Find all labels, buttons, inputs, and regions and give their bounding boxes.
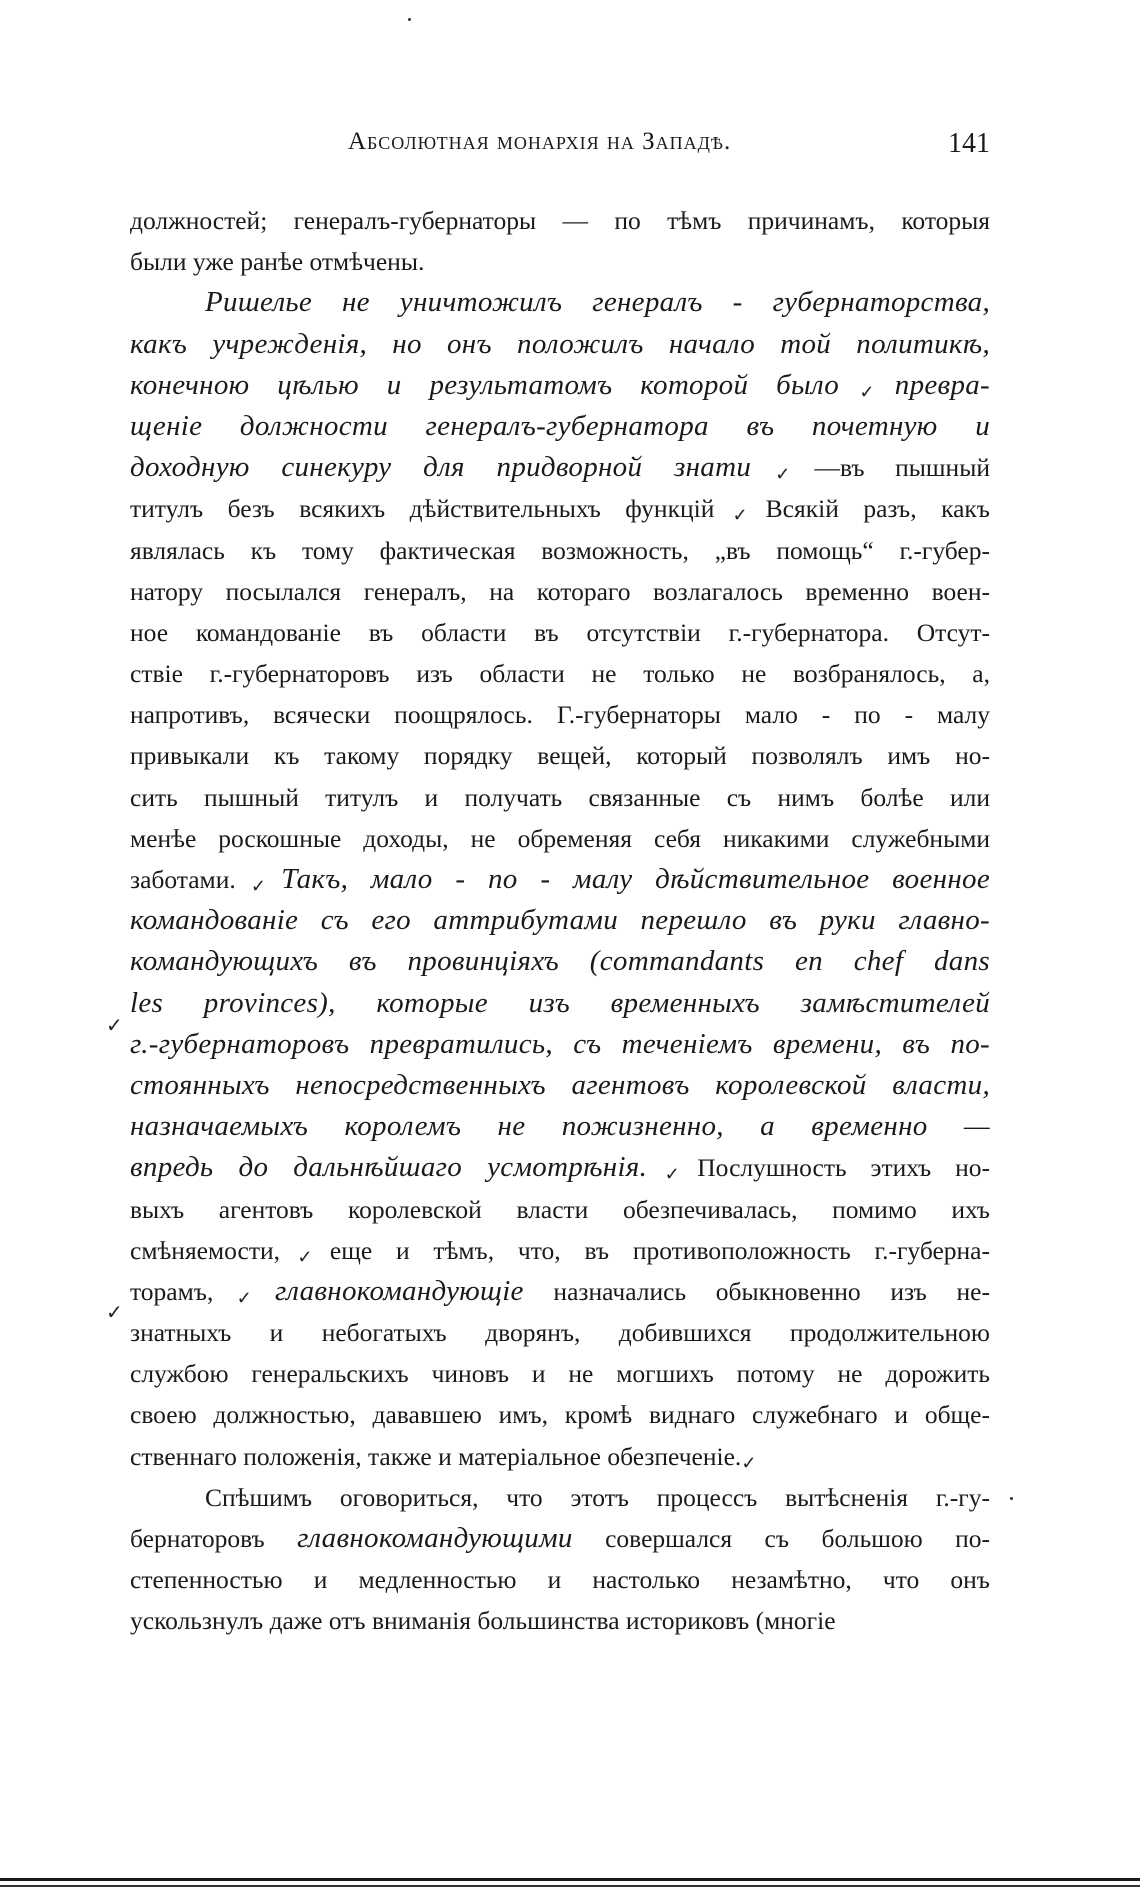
text-line: [130, 1065, 990, 1106]
paper-speck: [1010, 1497, 1013, 1500]
italic-text: Ришелье не уничтожилъ генералъ - губернаторства,: [205, 286, 990, 319]
italic-text: щеніе должности генералъ-губернатора въ почетную и: [130, 409, 990, 442]
bottom-edge-rule: [0, 1885, 1140, 1887]
roman-text: Спѣшимъ оговориться, что этотъ процессъ вытѣсненія г.-гу-: [205, 1482, 990, 1512]
text-line: [130, 1353, 990, 1394]
italic-text: назначаемыхъ королемъ не пожизненно, а временно —: [130, 1110, 990, 1143]
check-mark: ✓: [751, 464, 815, 485]
roman-text: титулъ безъ всякихъ дѣйствительныхъ функцій: [130, 494, 715, 524]
text-line: [130, 365, 990, 406]
text-line: [130, 282, 990, 323]
italic-text: впредь до дальнѣйшаго усмотрѣнія.: [130, 1151, 648, 1184]
roman-text: ускользнулъ даже отъ вниманія большинства историковъ (многіе: [130, 1606, 836, 1636]
roman-text: смѣняемости,: [130, 1235, 280, 1265]
italic-text: командованіе съ его аттрибутами перешло въ руки главно-: [130, 904, 990, 937]
italic-text: стоянныхъ непосредственныхъ агентовъ королевской власти,: [130, 1068, 990, 1101]
text-line: [130, 983, 990, 1024]
text-line: [130, 1477, 990, 1518]
text-line: [130, 941, 990, 982]
text-line: [130, 488, 990, 529]
check-mark: ✓: [213, 1287, 276, 1308]
check-mark: ✓: [741, 1452, 757, 1473]
roman-text: являлась къ тому фактическая возможность, „въ помощь“ г.-губер-: [130, 535, 990, 565]
check-mark: ✓: [714, 505, 766, 526]
text-line: [130, 447, 990, 488]
roman-text: ное командованіе въ области въ отсутствіи г.-губернатора. Отсут-: [130, 617, 990, 647]
roman-text: ствіе г.-губернаторовъ изъ области не только не возбранялось, а,: [130, 659, 990, 689]
roman-text: сить пышный титулъ и получать связанные съ нимъ болѣе или: [130, 782, 990, 812]
check-mark: ✓: [647, 1164, 698, 1185]
roman-text: Всякій разъ, какъ: [765, 494, 990, 524]
roman-text: выхъ агентовъ королевской власти обезпечивалась, помимо ихъ: [130, 1194, 990, 1224]
italic-text: какъ учрежденія, но онъ положилъ начало той политикѣ,: [130, 327, 990, 360]
italic-text: командующихъ въ провинціяхъ (commandants en chef dans: [130, 945, 990, 978]
text-line: [130, 1147, 990, 1188]
text-line: [130, 1024, 990, 1065]
paragraph-2: [130, 282, 990, 1476]
roman-text: привыкали къ такому порядку вещей, который позволялъ имъ но-: [130, 741, 990, 771]
text-line: [130, 1518, 990, 1559]
paragraph-1: [130, 200, 990, 282]
italic-text: главнокомандующіе: [275, 1274, 524, 1307]
bottom-edge-rule: [0, 1878, 1140, 1881]
italic-text: Такъ, мало - по - малу дѣйствительное военное: [281, 863, 990, 895]
text-line: [130, 1312, 990, 1353]
text-line: [130, 653, 990, 694]
margin-check-mark: ✓: [106, 1015, 123, 1037]
running-header: [130, 128, 990, 168]
italic-text: главнокомандующими: [297, 1522, 573, 1554]
paragraph-3: [130, 1477, 990, 1642]
roman-text: менѣе роскошные доходы, не обременяя себя никакими служебными: [130, 823, 990, 853]
italic-text: les provinces), которые изъ временныхъ замѣстителей: [130, 986, 990, 1019]
text-line: [130, 1394, 990, 1435]
page-number: 141: [948, 128, 990, 159]
text-line: [130, 1189, 990, 1230]
roman-text: бернаторовъ: [130, 1524, 298, 1553]
text-line: [130, 818, 990, 859]
roman-text: своею должностью, дававшею имъ, кромѣ виднаго служебнаго и обще-: [130, 1400, 990, 1430]
roman-text: напротивъ, всячески поощрялось. Г.-губернаторы мало - по - малу: [130, 700, 990, 730]
text-line: были уже ранѣе отмѣчены.: [130, 247, 425, 277]
text-line: [130, 530, 990, 571]
roman-text: совершался съ большою по-: [572, 1524, 990, 1553]
roman-text: еще и тѣмъ, что, въ противоположность г.-губерна-: [329, 1235, 990, 1265]
italic-text: доходную синекуру для придворной знати: [130, 451, 752, 484]
body-text: [130, 200, 990, 1642]
roman-text: заботами.: [130, 865, 236, 894]
text-line: [130, 612, 990, 653]
text-line: [130, 406, 990, 447]
running-title: Абсолютная монархія на Западѣ.: [348, 128, 732, 155]
roman-text: ственнаго положенія, также и матеріальное обезпеченіе.: [130, 1441, 742, 1471]
text-line: [130, 859, 990, 900]
italic-text: конечною цѣлью и результатомъ которой было: [130, 368, 840, 401]
margin-check-mark: ✓: [106, 1302, 123, 1324]
text-line: [130, 694, 990, 735]
text-line: [130, 735, 990, 776]
text-line: [130, 571, 990, 612]
text-line: [130, 1271, 990, 1312]
text-line: [130, 777, 990, 818]
paper-speck: [408, 18, 411, 21]
italic-text: г.-губернаторовъ превратились, съ теченіемъ времени, въ по-: [130, 1027, 990, 1060]
text-line: [130, 1436, 990, 1477]
text-line: [130, 1106, 990, 1147]
text-line: [130, 900, 990, 941]
check-mark: ✓: [235, 876, 282, 896]
italic-text: превра-: [894, 368, 990, 401]
text-line: [130, 324, 990, 365]
roman-text: натору посылался генералъ, на котораго возлагалось временно воен-: [130, 576, 990, 606]
roman-text: —въ пышный: [814, 453, 990, 483]
roman-text: Послушность этихъ но-: [697, 1153, 990, 1183]
text-line: должностей; генералъ-губернаторы — по тѣмъ причинамъ, которыя: [130, 206, 990, 235]
text-line: [130, 1559, 990, 1600]
check-mark: ✓: [280, 1246, 330, 1267]
roman-text: торамъ,: [130, 1276, 214, 1306]
text-line: [130, 1230, 990, 1271]
roman-text: знатныхъ и небогатыхъ дворянъ, добившихся продолжительною: [130, 1318, 990, 1348]
text-line: [130, 1600, 990, 1641]
check-mark: ✓: [839, 381, 895, 402]
roman-text: назначались обыкновенно изъ не-: [523, 1276, 990, 1306]
roman-text: службою генеральскихъ чиновъ и не могшихъ потому не дорожить: [130, 1359, 990, 1389]
roman-text: степенностью и медленностью и настолько незамѣтно, что онъ: [130, 1565, 990, 1595]
